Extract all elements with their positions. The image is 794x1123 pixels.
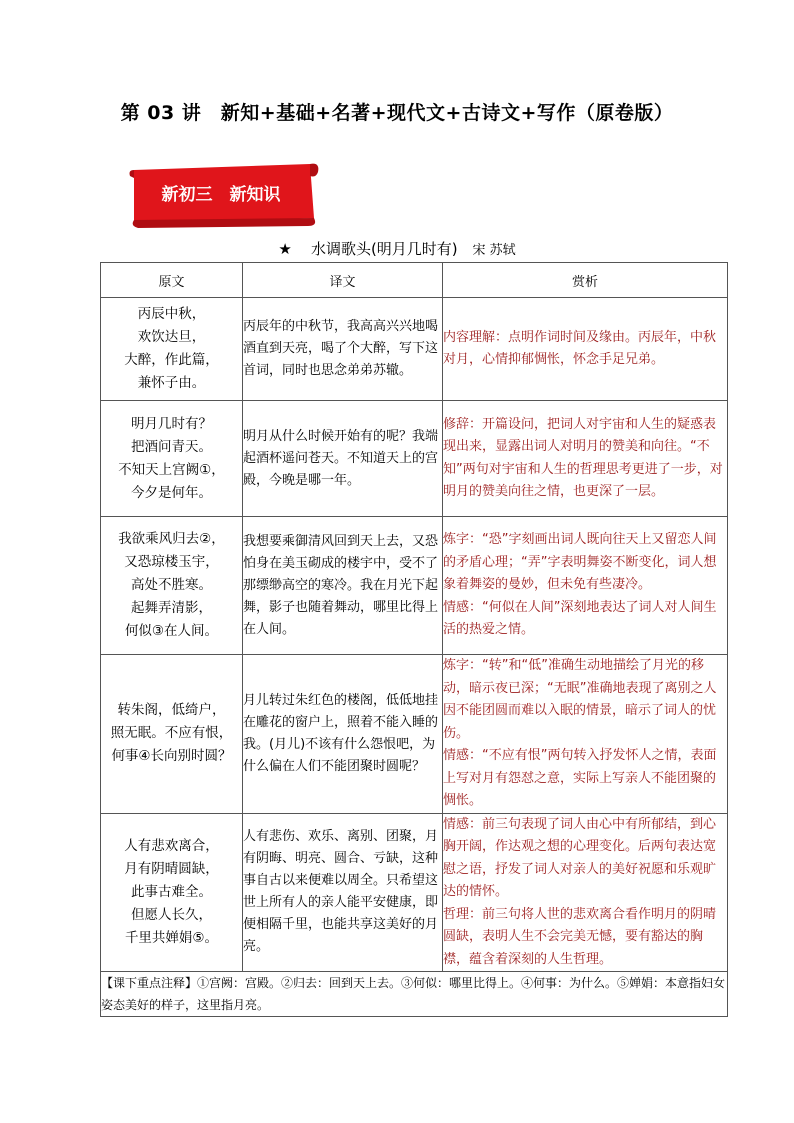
translation-cell: 我想要乘御清风回到天上去，又恐怕身在美玉砌成的楼宇中，受不了那缥缈高空的寒冷。我在月光下起舞，影子也随着舞动，哪里比得上在人间。 bbox=[243, 517, 443, 655]
analysis-paragraph: 炼字：“恐”字刻画出词人既向往天上又留恋人间的矛盾心理；“弄”字表明舞姿不断变化，词人想象着舞姿的曼妙，但未免有些凄冷。 bbox=[443, 532, 717, 593]
analysis-paragraph: 哲理：前三句将人世的悲欢离合看作明月的阴晴圆缺，表明人生不会完美无憾，要有豁达的胸襟，蕴含着深刻的人生哲理。 bbox=[443, 906, 717, 967]
page-title: 第 03 讲 新知+基础+名著+现代文+古诗文+写作（原卷版） bbox=[120, 102, 674, 124]
table-row bbox=[101, 813, 728, 972]
original-line: 高处不胜寒。 bbox=[131, 577, 212, 593]
translation-cell: 明月从什么时候开始有的呢？我端起酒杯遥问苍天。不知道天上的宫殿，今晚是哪一年。 bbox=[243, 401, 443, 517]
analysis-cell bbox=[443, 401, 728, 517]
analysis-paragraph: 内容理解：点明作词时间及缘由。丙辰年，中秋对月，心情抑郁惆怅，怀念手足兄弟。 bbox=[443, 329, 717, 367]
original-cell bbox=[101, 401, 243, 517]
banner-label: 新初三 新知识 bbox=[161, 185, 281, 205]
analysis-cell bbox=[443, 298, 728, 401]
table-header-row bbox=[101, 263, 728, 298]
original-line: 千里共婵娟⑤。 bbox=[124, 929, 219, 946]
poem-title: 水调歌头(明月几时有) bbox=[310, 240, 458, 258]
analysis-cell bbox=[443, 813, 728, 972]
table-row bbox=[101, 655, 728, 814]
original-cell bbox=[101, 655, 243, 814]
translation-cell: 月儿转过朱红色的楼阁，低低地挂在雕花的窗户上，照着不能入睡的我。(月儿)不该有什么怨恨吧，为什么偏在人们不能团聚时圆呢？ bbox=[243, 655, 443, 814]
original-cell bbox=[101, 813, 243, 972]
poem-heading bbox=[0, 238, 794, 259]
poem-table bbox=[100, 262, 728, 1017]
original-line: 人有悲欢离合， bbox=[124, 837, 219, 854]
table-row bbox=[101, 401, 728, 517]
analysis-cell bbox=[443, 655, 728, 814]
original-line: 不知天上宫阙①， bbox=[118, 461, 225, 478]
original-line: 大醉，作此篇， bbox=[124, 352, 219, 368]
original-line: 今夕是何年。 bbox=[131, 484, 212, 501]
original-line: 兼怀子由。 bbox=[137, 375, 206, 391]
original-line: 照无眠。不应有恨， bbox=[110, 725, 233, 742]
header-translation: 译文 bbox=[243, 263, 443, 298]
original-line: 又恐琼楼玉宇， bbox=[124, 554, 219, 570]
original-line: 欢饮达旦， bbox=[137, 329, 206, 345]
header-analysis: 赏析 bbox=[443, 263, 728, 298]
original-line: 但愿人长久， bbox=[131, 906, 212, 923]
original-line: 明月几时有？ bbox=[131, 415, 212, 432]
original-line: 我欲乘风归去②， bbox=[118, 531, 225, 547]
original-cell bbox=[101, 517, 243, 655]
translation-cell: 丙辰年的中秋节，我高高兴兴地喝酒直到天亮，喝了个大醉，写下这首词，同时也思念弟弟苏辙。 bbox=[243, 298, 443, 401]
original-line: 何似③在人间。 bbox=[124, 623, 219, 639]
notes-row bbox=[101, 972, 728, 1017]
analysis-paragraph: 情感：“何似在人间”深刻地表达了词人对人间生活的热爱之情。 bbox=[443, 599, 717, 638]
table-row bbox=[101, 298, 728, 401]
translation-cell: 人有悲伤、欢乐、离别、团聚，月有阴晦、明亮、圆合、亏缺，这种事自古以来便难以周全。只希望这世上所有人的亲人能平安健康，即便相隔千里，也能共享这美好的月亮。 bbox=[243, 813, 443, 972]
original-line: 月有阴晴圆缺， bbox=[124, 860, 219, 877]
analysis-paragraph: 情感：“不应有恨”两句转入抒发怀人之情，表面上写对月有怨怼之意，实际上写亲人不能团聚的惆怅。 bbox=[443, 748, 717, 808]
original-line: 何事④长向别时圆？ bbox=[111, 748, 232, 765]
table-row bbox=[101, 517, 728, 655]
original-line: 起舞弄清影， bbox=[131, 600, 212, 616]
analysis-cell bbox=[443, 517, 728, 655]
header-original: 原文 bbox=[101, 263, 243, 298]
original-line: 丙辰中秋， bbox=[137, 306, 206, 322]
original-line: 此事古难全。 bbox=[131, 883, 212, 900]
original-cell bbox=[101, 298, 243, 401]
analysis-paragraph: 情感：前三句表现了词人由心中有所郁结，到心胸开阔，作达观之想的心理变化。后两句表达宽慰之语，抒发了词人对亲人的美好祝愿和乐观旷达的情怀。 bbox=[443, 816, 717, 899]
notes-cell: 【课下重点注释】①宫阙：宫殿。②归去：回到天上去。③何似：哪里比得上。④何事：为什么。⑤婵娟：本意指妇女姿态美好的样子，这里指月亮。 bbox=[101, 972, 728, 1017]
original-line: 把酒问青天。 bbox=[131, 438, 212, 455]
analysis-paragraph: 修辞：开篇设问，把词人对宇宙和人生的疑惑表现出来，显露出词人对明月的赞美和向往。“不知”两句对宇宙和人生的哲理思考更进了一步，对明月的赞美向往之情，也更深了一层。 bbox=[443, 416, 723, 499]
original-line: 转朱阁，低绮户， bbox=[117, 702, 226, 719]
star-icon: ★ bbox=[278, 240, 292, 258]
analysis-paragraph: 炼字：“转”和“低”准确生动地描绘了月光的移动，暗示夜已深；“无眠”准确地表现了离别之人因不能团圆而难以入眠的情景，暗示了词人的忧伤。 bbox=[443, 658, 717, 741]
poem-author: 宋 苏轼 bbox=[472, 243, 516, 258]
